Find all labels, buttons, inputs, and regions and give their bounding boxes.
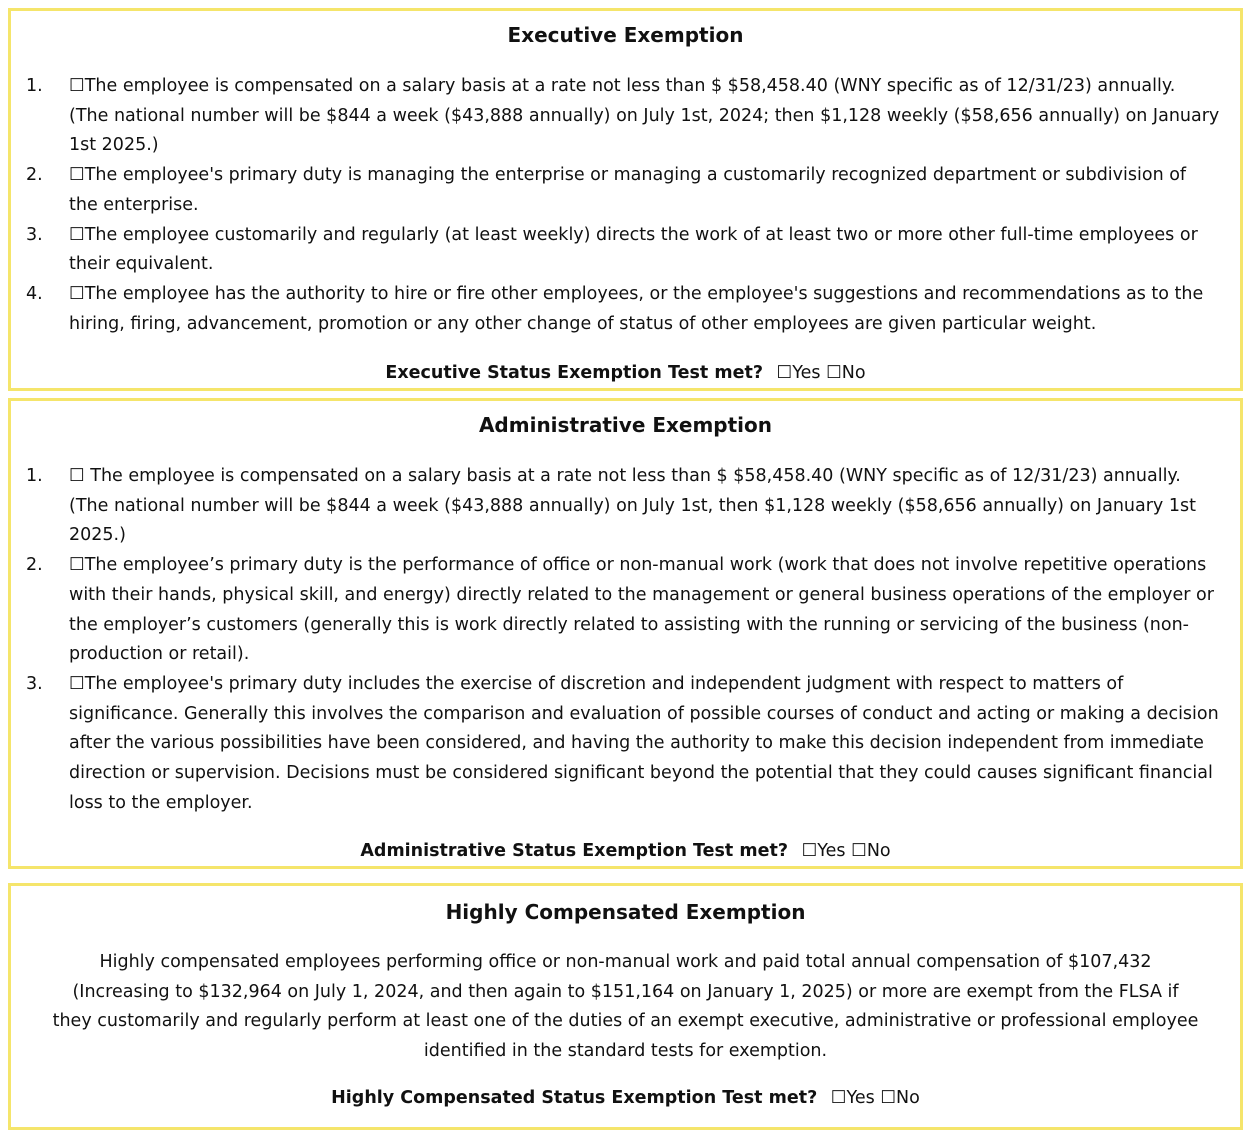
criterion-item <box>11 670 1240 819</box>
no-option[interactable] <box>851 841 891 861</box>
executive-exemption-section <box>8 8 1243 391</box>
section-title: Highly Compensated Exemption <box>445 900 806 924</box>
criterion-checkbox[interactable]: ☐ <box>69 466 85 486</box>
yes-checkbox[interactable]: ☐ <box>830 1088 847 1108</box>
criterion-checkbox[interactable]: ☐ <box>69 283 85 304</box>
item-number: 3. <box>26 224 43 245</box>
yes-option[interactable] <box>831 1088 875 1108</box>
item-number: 2. <box>26 555 43 576</box>
no-label: No <box>866 841 891 861</box>
criterion-text: The employee’s primary duty is the performance of office or non-manual work (work that does not involve repetitive operations with their hands, physical skill, and energy) directly related to the management or general business operations of the employer or the employer’s customers (generally this is work directly related to assisting with the running or servicing of the business (non-production or retail). <box>69 555 1214 665</box>
hce-description: Highly compensated employees performing office or non-manual work and paid total annual compensation of $107,432 (Increasing to $132,964 on July 1, 2024, and then again to $151,164 on January 1, 2025) or more are exempt from the FLSA if they customarily and regularly perform at least one of the duties of an exempt executive, administrative or professional employee identified in the standard tests for exemption. <box>52 952 1199 1062</box>
test-question: Highly Compensated Status Exemption Test met? <box>331 1088 818 1108</box>
section-title: Administrative Exemption <box>478 413 773 437</box>
criterion-item <box>11 221 1240 280</box>
no-label: No <box>896 1088 920 1108</box>
no-option[interactable] <box>880 1088 920 1108</box>
criterion-checkbox[interactable]: ☐ <box>69 673 85 694</box>
criterion-checkbox[interactable]: ☐ <box>69 555 85 576</box>
exemption-test-line <box>11 839 1240 863</box>
no-label: No <box>841 363 866 383</box>
criterion-text: The employee is compensated on a salary basis at a rate not less than $ $58,458.40 (WNY specific as of 12/31/23) annually. (The national number will be $844 a week ($43,888 annually) on July 1st, 2024; then $1,128 weekly ($58,656 annually) on January 1st 2025.) <box>69 76 1220 156</box>
criteria-list <box>11 72 1240 339</box>
criterion-checkbox[interactable]: ☐ <box>69 165 85 186</box>
criterion-text: The employee is compensated on a salary basis at a rate not less than $ $58,458.40 (WNY specific as of 12/31/23) annually. (The national number will be $844 a week ($43,888 annually) on July 1st, then $1,128 weekly ($58,656 annually) on January 1st 2025.) <box>69 466 1196 546</box>
item-number: 2. <box>26 165 43 186</box>
administrative-exemption-section <box>8 398 1243 869</box>
item-number: 1. <box>26 76 43 96</box>
yes-label: Yes <box>792 363 821 383</box>
exemption-test-line <box>11 361 1240 385</box>
item-number: 1. <box>26 466 43 486</box>
no-checkbox[interactable]: ☐ <box>851 841 867 861</box>
no-checkbox[interactable]: ☐ <box>880 1088 897 1108</box>
no-option[interactable] <box>826 363 866 383</box>
item-number: 3. <box>26 673 43 694</box>
criterion-checkbox[interactable]: ☐ <box>69 76 85 96</box>
yes-label: Yes <box>817 841 846 861</box>
criterion-checkbox[interactable]: ☐ <box>69 224 85 245</box>
criterion-text: The employee's primary duty is managing the enterprise or managing a customarily recognized department or subdivision of the enterprise. <box>69 165 1187 215</box>
criterion-item <box>11 280 1240 339</box>
highly-compensated-exemption-section <box>8 883 1243 1130</box>
criterion-item <box>11 161 1240 220</box>
yes-checkbox[interactable]: ☐ <box>801 841 818 861</box>
criterion-item <box>11 72 1240 161</box>
section-title: Executive Exemption <box>507 23 744 47</box>
criterion-text: The employee has the authority to hire or fire other employees, or the employee's suggestions and recommendations as to the hiring, firing, advancement, promotion or any other change of status of other employees are given particular weight. <box>69 283 1204 334</box>
item-number: 4. <box>26 283 43 304</box>
yes-checkbox[interactable]: ☐ <box>776 363 793 383</box>
test-question: Executive Status Exemption Test met? <box>385 363 763 383</box>
no-checkbox[interactable]: ☐ <box>826 363 842 383</box>
yes-label: Yes <box>846 1088 875 1108</box>
criterion-text: The employee's primary duty includes the exercise of discretion and independent judgment with respect to matters of significance. Generally this involves the comparison and evaluation of possible courses of conduct and acting or making a decision after the various possibilities have been considered, and having the authority to make this decision independent from immediate direction or supervision. Decisions must be considered significant beyond the potential that they could causes significant financial loss to the employer. <box>69 673 1219 813</box>
yes-option[interactable] <box>802 841 846 861</box>
test-question: Administrative Status Exemption Test met? <box>360 841 788 861</box>
criterion-text: The employee customarily and regularly (at least weekly) directs the work of at least two or more other full-time employees or their equivalent. <box>69 224 1198 275</box>
yes-option[interactable] <box>777 363 821 383</box>
criterion-item <box>11 551 1240 670</box>
criteria-list <box>11 462 1240 818</box>
criterion-item <box>11 462 1240 551</box>
exemption-test-line <box>11 1086 1240 1110</box>
